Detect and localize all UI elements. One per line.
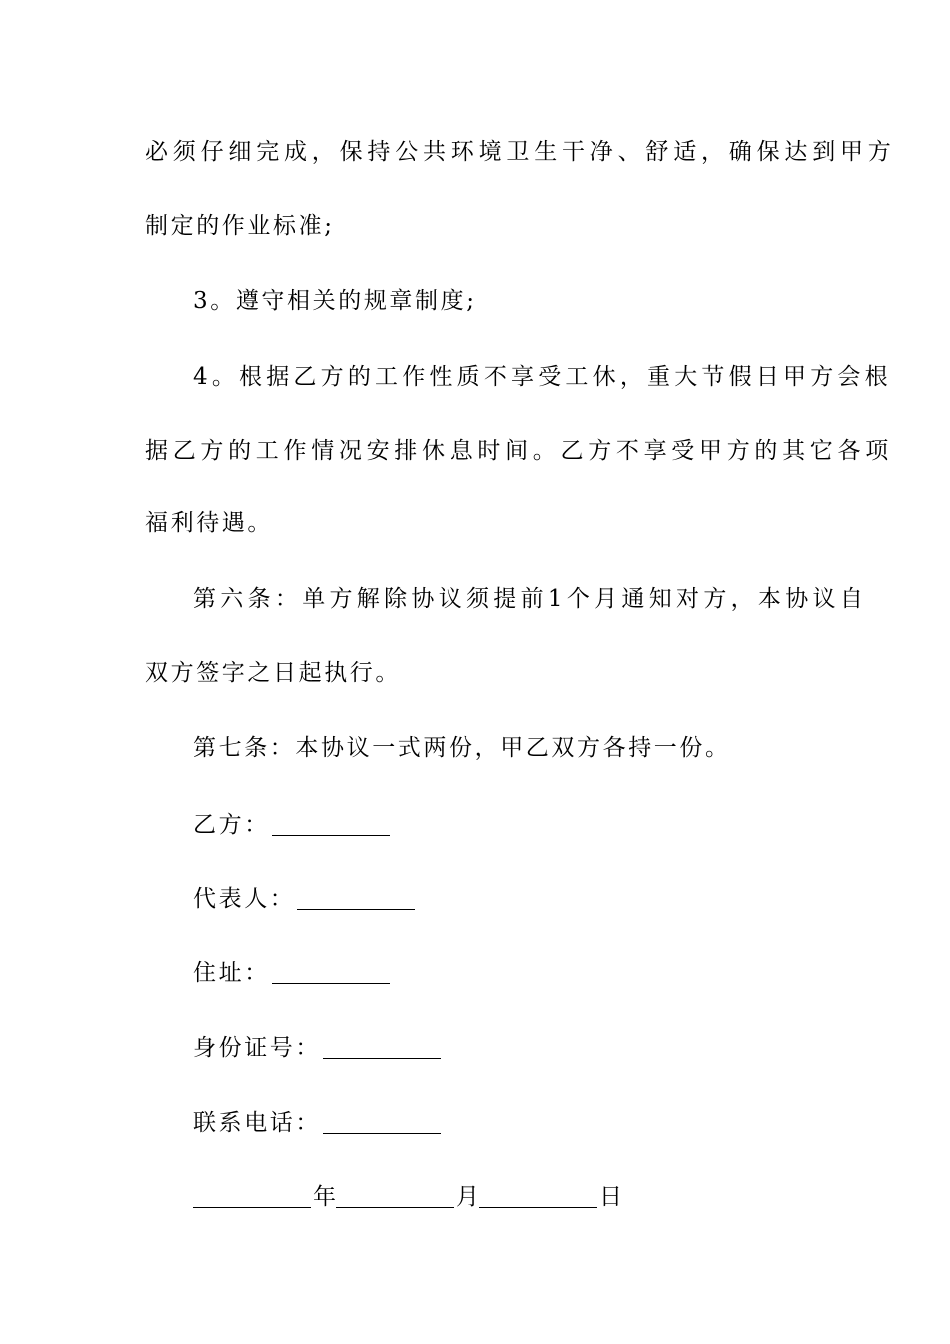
phone-blank[interactable] (323, 1111, 441, 1134)
party-b-label: 乙方： (193, 812, 270, 838)
phone-label: 联系电话： (193, 1110, 321, 1136)
clause-4-line-1: 4。根据乙方的工作性质不享受工休，重大节假日甲方会根 (193, 364, 892, 390)
day-label: 日 (599, 1184, 622, 1210)
clause-3: 3。遵守相关的规章制度; (193, 288, 477, 314)
month-label: 月 (456, 1184, 479, 1210)
address-label: 住址： (193, 960, 270, 986)
year-label: 年 (313, 1184, 336, 1210)
day-blank[interactable] (479, 1185, 597, 1208)
party-b-field (193, 810, 390, 840)
address-field (193, 958, 390, 988)
month-blank[interactable] (336, 1185, 454, 1208)
clause-4-line-2: 据乙方的工作情况安排休息时间。乙方不享受甲方的其它各项 (145, 438, 893, 464)
phone-field (193, 1108, 441, 1138)
party-b-blank[interactable] (272, 813, 390, 836)
text-line-2: 制定的作业标准; (145, 213, 335, 239)
article-6-line-2: 双方签字之日起执行。 (145, 660, 401, 686)
article-7: 第七条：本协议一式两份，甲乙双方各持一份。 (193, 735, 731, 761)
id-number-blank[interactable] (323, 1036, 441, 1059)
id-number-label: 身份证号： (193, 1035, 321, 1061)
date-row (193, 1182, 622, 1212)
representative-label: 代表人： (193, 886, 296, 912)
representative-field (193, 884, 415, 914)
text-line-1: 必须仔细完成，保持公共环境卫生干净、舒适，确保达到甲方 (145, 139, 896, 165)
clause-4-line-3: 福利待遇。 (145, 510, 273, 536)
year-blank[interactable] (193, 1185, 311, 1208)
representative-blank[interactable] (297, 887, 415, 910)
id-number-field (193, 1033, 441, 1063)
address-blank[interactable] (272, 961, 390, 984)
article-6-line-1: 第六条：单方解除协议须提前1个月通知对方，本协议自 (193, 586, 868, 612)
